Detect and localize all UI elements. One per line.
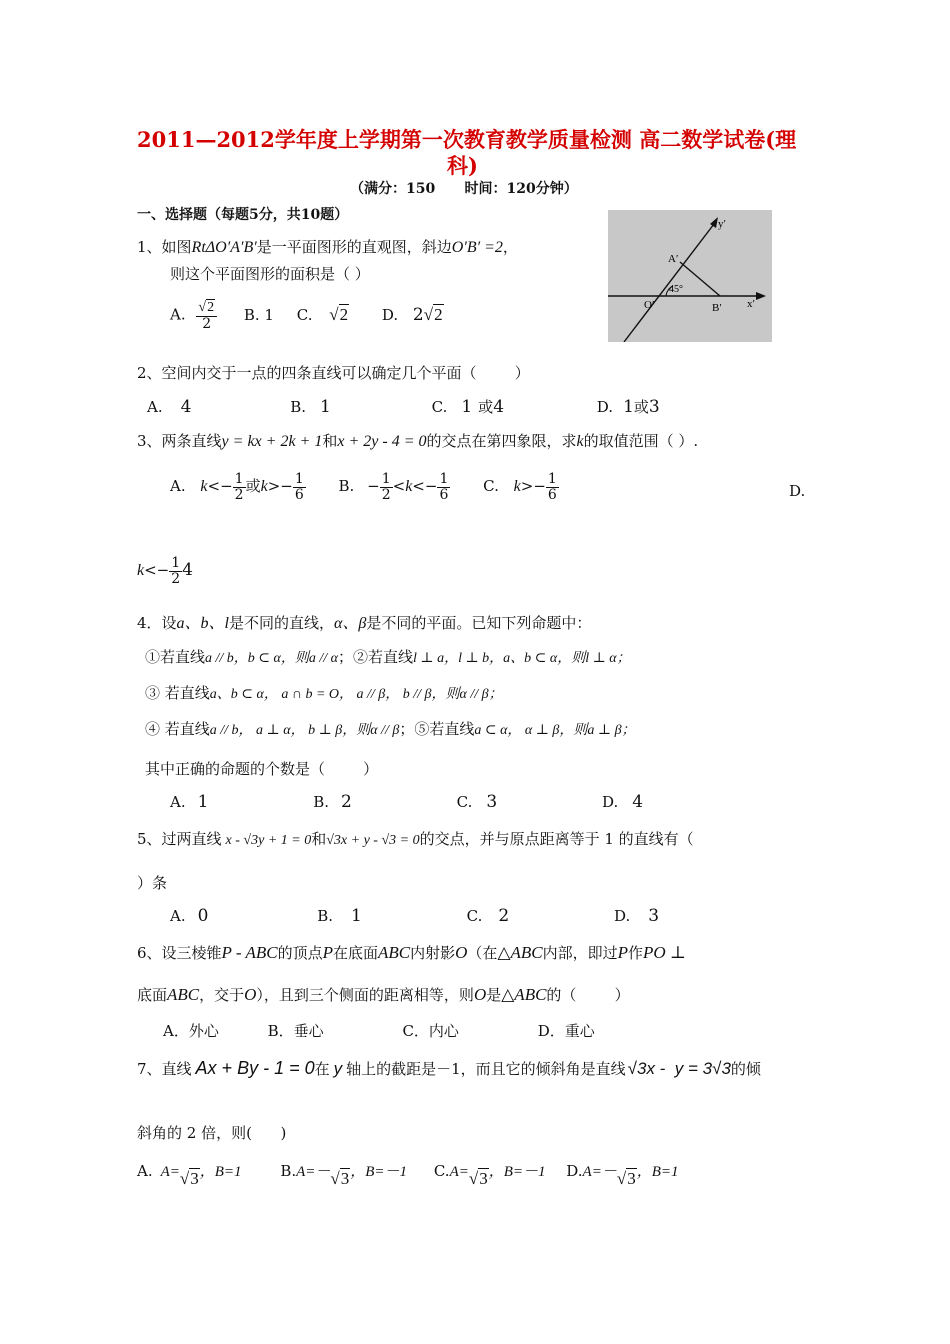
question-2: 2、空间内交于一点的四条直线可以确定几个平面（ ） xyxy=(137,364,530,382)
label-y-axis: y′ xyxy=(718,218,726,230)
question-2-options: A. 4 B. 1 C. 1 或4 D. 1或3 xyxy=(147,397,660,417)
question-3-option-d-label: D. xyxy=(789,482,806,500)
proposition-4-5: ④ 若直线a // b， a ⊥ α， b ⊥ β，则α // β；⑤若直线a ⊂ α， α ⊥ β，则a ⊥ β； xyxy=(145,720,636,738)
question-5-line-2: ）条 xyxy=(137,874,168,892)
question-7-line-2: 斜角的 2 倍，则( ) xyxy=(137,1124,287,1142)
label-b: B′ xyxy=(712,302,722,314)
title-line-2: 科) xyxy=(447,153,478,178)
question-3-options: A. k<− $\frac{1}{2}$ 或k>− $\frac{1}{6}$ B. − $\frac{1}{2}$ <k<− $\frac{1}{6}$ C. k>− $\frac{1}{6}$ xyxy=(170,471,557,503)
label-o: O′ xyxy=(644,299,655,311)
proposition-3: ③ 若直线a、b ⊂ α， a ∩ b = O， a // β， b // β，则α // β； xyxy=(145,684,503,702)
question-4-options: A. 1 B. 2 C. 3 D. 4 xyxy=(170,792,644,812)
label-x-axis: x′ xyxy=(747,298,755,310)
section-heading: 一、选择题（每题5分，共10题） xyxy=(137,207,349,223)
exam-meta: （满分：150 时间：120分钟） xyxy=(350,181,578,197)
question-6-line-2: 底面ABC，交于O），且到三个侧面的距离相等，则O是△ABC的（ ） xyxy=(137,985,630,1004)
question-3-option-d: k<− $\frac{1}{2}$ 4 xyxy=(137,555,193,587)
question-1-line-1: 1、如图RtΔO′A′B′是一平面图形的直观图，斜边O′B′ =2， xyxy=(137,238,518,256)
question-7-options: A. A=√3，B=1 B.A=－√3，B=－1 C.A=√3，B=－1 D.A=－√3，B=1 xyxy=(137,1162,679,1188)
question-1-options: A. $\frac{√2}{2}$ B. 1 C. √2 D. 2√2 xyxy=(170,300,443,332)
oblique-projection-figure xyxy=(608,210,772,342)
question-5-options: A. 0 B. 1 C. 2 D. 3 xyxy=(170,906,660,926)
question-3: 3、两条直线y = kx + 2k + 1和x + 2y - 4 = 0的交点在第四象限，求k的取值范围（ ）. xyxy=(137,432,699,450)
question-7-line-1: 7、直线 Ax + By - 1 = 0在 y 轴上的截距是－1，而且它的倾斜角是直线 √3x - y = 3√3的倾 xyxy=(137,1058,761,1078)
figure-svg xyxy=(608,210,772,342)
question-1-line-2: 则这个平面图形的面积是（ ） xyxy=(170,265,370,283)
question-5: 5、过两直线 x - √3y + 1 = 0和√3x + y - √3 = 0的交点，并与原点距离等于 1 的直线有（ xyxy=(137,830,694,848)
title-line-1: 2011—2012学年度上学期第一次教育教学质量检测 高二数学试卷(理 xyxy=(137,127,797,152)
label-a: A′ xyxy=(668,253,679,265)
question-4: 4．设a、b、l是不同的直线，α、β是不同的平面。已知下列命题中： xyxy=(137,614,592,632)
question-4-ask: 其中正确的命题的个数是（ ） xyxy=(145,760,379,778)
question-6-line-1: 6、设三棱锥P - ABC的顶点P在底面ABC内射影O（在△ABC内部，即过P作PO ⊥ xyxy=(137,943,686,962)
question-6-options: A．外心 B．垂心 C．内心 D．重心 xyxy=(163,1022,595,1040)
proposition-1-2: ①若直线a // b，b ⊂ α，则a // α；②若直线l ⊥ a，l ⊥ b，a、b ⊂ α，则l ⊥ α； xyxy=(145,648,631,666)
label-angle: 45° xyxy=(669,284,683,295)
